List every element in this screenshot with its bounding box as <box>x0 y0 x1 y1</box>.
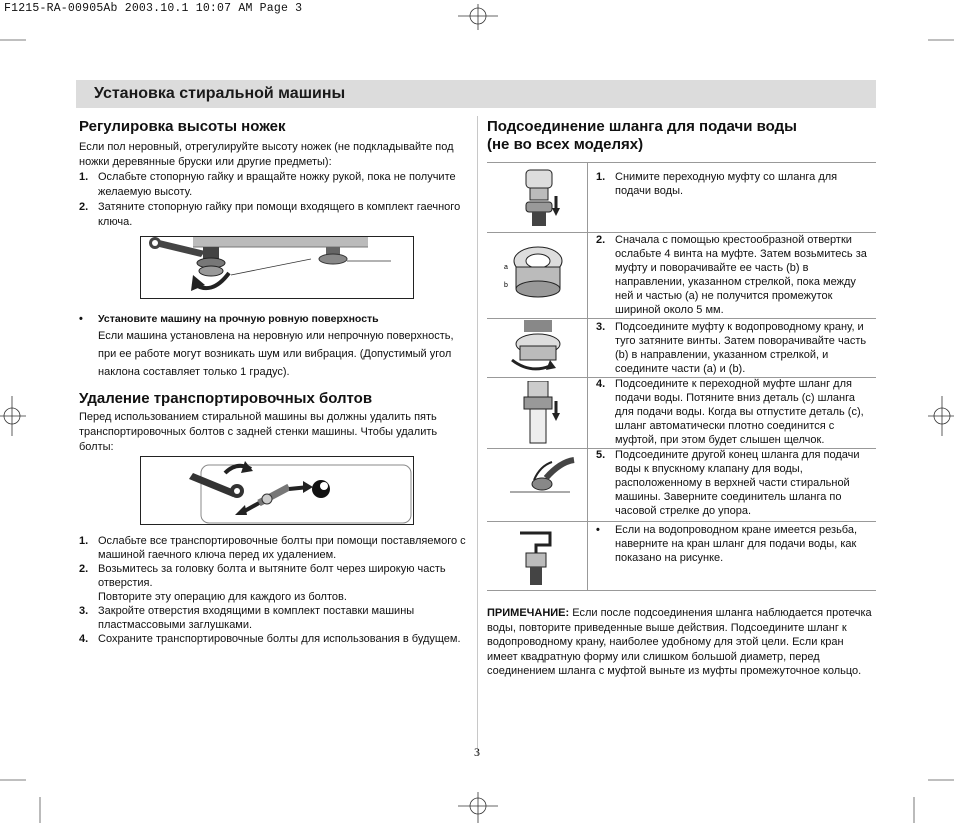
column-divider <box>477 116 478 756</box>
hose-step4-figure-icon <box>500 381 575 445</box>
leg-adjustment-figure <box>140 236 414 299</box>
section-banner <box>76 80 876 108</box>
section-title-hose-connection: Подсоединение шланга для подачи воды (не во всех моделях) <box>487 118 797 153</box>
bolt-step-3: 3. Закройте отверстия входящими в комплект поставки машины пластмассовыми заглушками. <box>79 605 415 631</box>
hose-step5-figure-icon <box>500 452 575 516</box>
leg-height-instructions <box>79 140 464 230</box>
bolt-step-2: 2. Возьмитесь за головку болта и вытяните болт через широкую часть отверстия. Повторите эту операцию для каждого из болтов. <box>79 563 446 603</box>
section-title-transport-bolts: Удаление транспортировочных болтов <box>79 390 373 407</box>
bolt-step-4: 4. Сохраните транспортировочные болты для использования в будущем. <box>79 633 461 645</box>
leg-height-intro: Если пол неровный, отрегулируйте высоту ножек (не подкладывайте под ножки деревянные бруски или другие предметы): <box>79 141 454 168</box>
hose-step-3: 3. Подсоедините муфту к водопроводному крану, и туго затяните винты. Затем поворачивайте часть (b) в направлении, указанном стрелкой, и соедините части (a) и (b). <box>596 321 867 375</box>
svg-text:b: b <box>504 282 508 289</box>
hose-step3-figure-icon <box>500 320 575 376</box>
level-note-text: Если машина установлена на неровную или непрочную поверхность, при ее работе могут возникать шум или вибрация. (Допустимый угол наклона составляет только 1 градус). <box>98 330 454 378</box>
table-rule <box>487 590 876 591</box>
wrench-leg-illustration-icon <box>141 237 413 298</box>
hose-step1-figure-icon <box>500 166 575 228</box>
hose-step-5: 5. Подсоедините другой конец шланга для подачи воды к впускному клапану для воды, расположенному в верхней части стиральной машины. Заверните соединитель шланга по часовой стрелке до упора. <box>596 449 860 517</box>
hose-threaded-tap-figure-icon <box>500 525 575 587</box>
hose-step-4: 4. Подсоедините к переходной муфте шланг для подачи воды. Потяните вниз деталь (c) шланга для подачи воды. Когда вы отпустите деталь (c), шланг автоматически плотно соединится с муфтой, при этом будет слышен щелчок. <box>596 378 864 446</box>
print-header: F1215-RA-00905Ab 2003.10.1 10:07 AM Page 3 <box>4 2 303 15</box>
table-column-rule <box>587 162 588 590</box>
leg-step-2: 2. Затяните стопорную гайку при помощи входящего в комплект гаечного ключа. <box>79 201 461 228</box>
svg-text:a: a <box>504 264 508 271</box>
table-rule <box>487 318 876 319</box>
level-note-title: Установите машину на прочную ровную поверхность <box>98 313 379 325</box>
hose-note: ПРИМЕЧАНИЕ: Если после подсоединения шланга наблюдается протечка воды, повторите приведенные выше действия. Подсоедините шланг к водопроводному крану, наиболее удобному для этой цели. Если кран имеет квадратную форму или слишком большой диаметр, перед соединением шланга с муфтой выньте из муфты промежуточное кольцо. <box>487 607 872 677</box>
hose-step2-figure-icon <box>500 237 575 315</box>
note-label: ПРИМЕЧАНИЕ <box>487 607 566 619</box>
page-title: Установка стиральной машины <box>94 85 346 102</box>
note-text: Если после подсоединения шланга наблюдается протечка воды, повторите приведенные выше действия. Подсоедините шланг к водопроводному крану, наиболее удобному для этой цели. Если кран имеет квадратную форму или слишком большой диаметр, перед соединением шланга с муфтой выньте из муфты промежуточное кольцо. <box>487 607 872 677</box>
hose-step-1: 1. Снимите переходную муфту со шланга для подачи воды. <box>596 171 838 197</box>
leg-step-1: 1. Ослабьте стопорную гайку и вращайте ножку рукой, пока не получите желаемую высоту. <box>79 171 456 198</box>
transport-bolts-steps <box>79 534 469 646</box>
bolt-removal-illustration-icon <box>141 457 413 524</box>
section-title-leg-height: Регулировка высоты ножек <box>79 118 286 135</box>
page-number: 3 <box>474 745 480 759</box>
hose-step-2: 2. Сначала с помощью крестообразной отвертки ослабьте 4 винта на муфте. Затем возьмитесь за муфту и поворачивайте ее часть (b) в направлении, указанном стрелкой, пока между ней и частью (a) не получится промежуток шириной около 5 мм. <box>596 234 867 316</box>
transport-bolts-intro: Перед использованием стиральной машины вы должны удалить пять транспортировочных болтов с задней стенки машины. Чтобы удалить болты: <box>79 411 438 453</box>
level-surface-note: • Установите машину на прочную ровную поверхность Если машина установлена на неровную или непрочную поверхность, при ее работе могут возникать шум или вибрация. (Допустимый угол наклона составляет только 1 градус). <box>79 312 474 381</box>
bolt-step-1: 1. Ослабьте все транспортировочные болты при помощи поставляемого с машиной гаечного ключа перед их удалением. <box>79 535 466 561</box>
table-rule <box>487 162 876 163</box>
bolt-removal-figure <box>140 456 414 525</box>
hose-threaded-tap-note: • Если на водопроводном кране имеется резьба, наверните на кран шланг для подачи воды, как показано на рисунке. <box>596 524 858 564</box>
table-rule <box>487 521 876 522</box>
